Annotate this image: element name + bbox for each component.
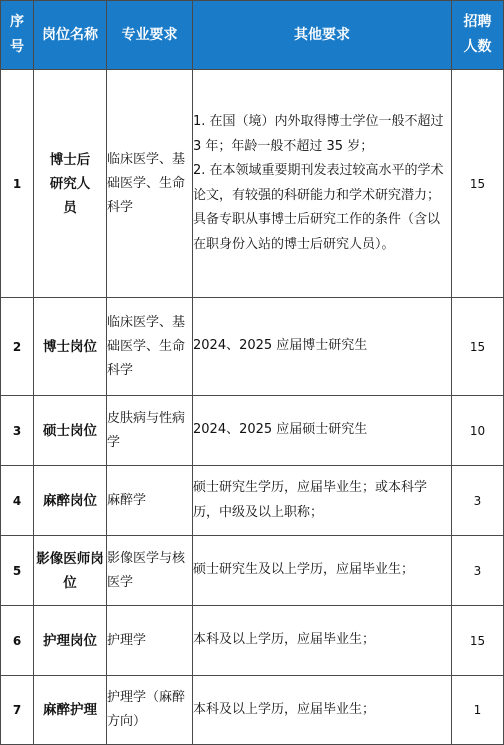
cell-seq: 3 [1,396,34,466]
cell-seq: 6 [1,606,34,676]
cell-seq: 2 [1,298,34,396]
table-row [1,466,504,536]
cell-other [193,70,452,298]
cell-major: 临床医学、基础医学、生命科学 [107,70,193,298]
cell-count: 3 [452,536,504,606]
cell-position: 博士岗位 [34,298,107,396]
cell-other: 本科及以上学历，应届毕业生； [193,676,452,745]
other-item-1: 1. 在国（境）内外取得博士学位一般不超过 3 年；年龄一般不超过 35 岁； [193,114,444,154]
cell-position: 博士后研究人员 [34,70,107,298]
cell-position: 硕士岗位 [34,396,107,466]
cell-position: 护理岗位 [34,606,107,676]
cell-major: 麻醉学 [107,466,193,536]
other-item-2: 2. 在本领域重要期刊发表过较高水平的学术论文，有较强的科研能力和学术研究潜力；具备专职从事博士后研究工作的条件（含以在职身份入站的博士后研究人员）。 [193,163,444,252]
cell-major: 护理学（麻醉方向） [107,676,193,745]
table-row [1,70,504,298]
cell-major: 临床医学、基础医学、生命科学 [107,298,193,396]
table-row [1,536,504,606]
table-row [1,298,504,396]
table-row [1,606,504,676]
cell-other: 硕士研究生学历，应届毕业生；或本科学历，中级及以上职称； [193,466,452,536]
cell-seq: 7 [1,676,34,745]
cell-count: 3 [452,466,504,536]
header-position: 岗位名称 [34,1,107,70]
header-row [1,1,504,70]
cell-position: 影像医师岗位 [34,536,107,606]
cell-major: 护理学 [107,606,193,676]
cell-position: 麻醉岗位 [34,466,107,536]
cell-position: 麻醉护理 [34,676,107,745]
cell-count: 15 [452,70,504,298]
cell-major: 皮肤病与性病学 [107,396,193,466]
header-seq: 序号 [1,1,34,70]
cell-other: 2024、2025 应届硕士研究生 [193,396,452,466]
table-row [1,676,504,745]
header-other: 其他要求 [193,1,452,70]
header-major: 专业要求 [107,1,193,70]
cell-seq: 1 [1,70,34,298]
cell-count: 1 [452,676,504,745]
cell-seq: 5 [1,536,34,606]
header-count: 招聘人数 [452,1,504,70]
cell-count: 15 [452,606,504,676]
table-row [1,396,504,466]
cell-count: 10 [452,396,504,466]
cell-other: 2024、2025 应届博士研究生 [193,298,452,396]
table-header [1,1,504,70]
cell-other: 硕士研究生及以上学历，应届毕业生； [193,536,452,606]
cell-count: 15 [452,298,504,396]
cell-other: 本科及以上学历，应届毕业生； [193,606,452,676]
cell-seq: 4 [1,466,34,536]
cell-major: 影像医学与核医学 [107,536,193,606]
table-body [1,70,504,745]
